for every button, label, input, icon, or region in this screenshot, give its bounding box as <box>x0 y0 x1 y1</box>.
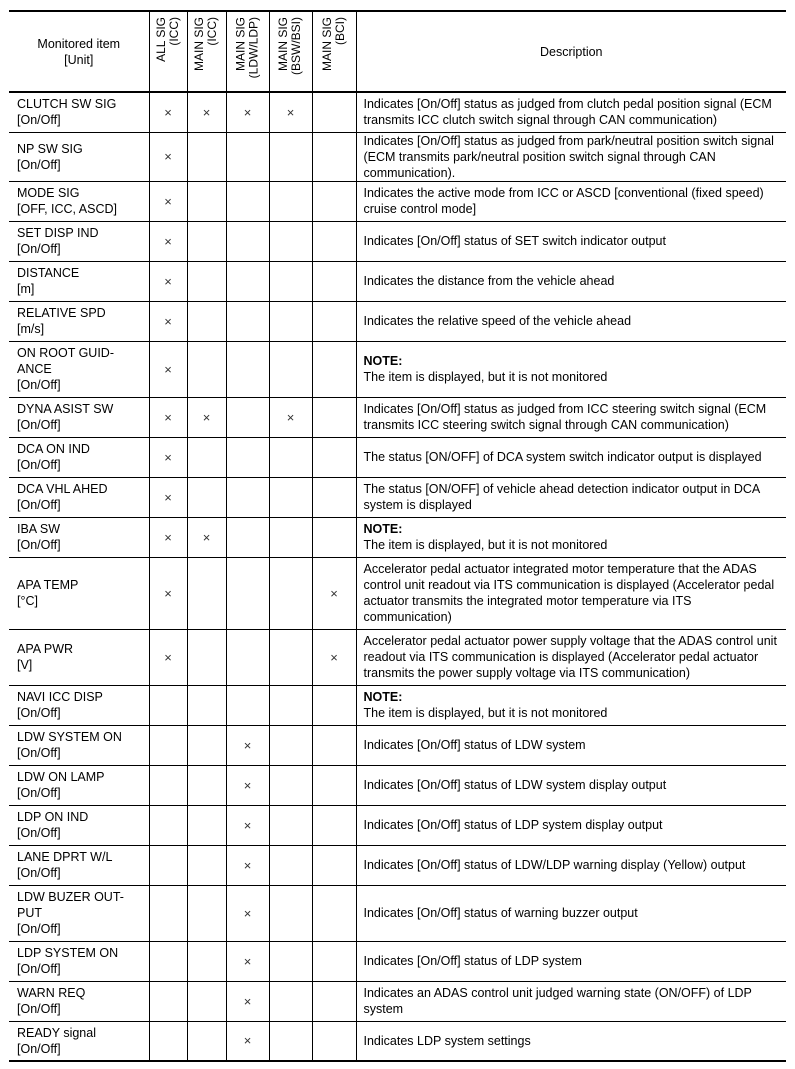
signal-cell <box>269 132 312 181</box>
monitored-item-cell: NP SW SIG [On/Off] <box>9 132 149 181</box>
table-row <box>9 981 786 1021</box>
signal-cell <box>149 941 187 981</box>
signal-cell <box>269 301 312 341</box>
applicable-mark: × <box>164 104 172 120</box>
signal-cell <box>312 517 356 557</box>
signal-cell <box>269 397 312 437</box>
monitored-item-cell: LDW SYSTEM ON [On/Off] <box>9 725 149 765</box>
description-cell <box>356 437 786 477</box>
signal-cell <box>149 557 187 629</box>
signal-cell <box>226 941 269 981</box>
signal-cell <box>226 765 269 805</box>
signal-cell <box>149 885 187 941</box>
signal-cell <box>269 685 312 725</box>
signal-cell <box>149 981 187 1021</box>
monitored-item-cell: RELATIVE SPD [m/s] <box>9 301 149 341</box>
signal-cell <box>187 725 226 765</box>
note-label: NOTE: <box>363 522 403 536</box>
description-cell <box>356 92 786 132</box>
applicable-mark: × <box>286 104 295 120</box>
monitored-item-cell: ON ROOT GUID- ANCE [On/Off] <box>9 341 149 397</box>
applicable-mark: × <box>243 737 252 753</box>
signal-cell <box>226 341 269 397</box>
signal-cell <box>226 629 269 685</box>
description-text: Indicates [On/Off] status of warning buzzer output <box>363 906 638 920</box>
applicable-mark: × <box>164 149 172 164</box>
applicable-mark: × <box>164 409 172 425</box>
table-row <box>9 477 786 517</box>
description-text: Indicates [On/Off] status of LDW/LDP warning display (Yellow) output <box>363 858 746 872</box>
signal-cell <box>312 132 356 181</box>
monitored-item-cell: DCA ON IND [On/Off] <box>9 437 149 477</box>
applicable-mark: × <box>164 529 172 545</box>
description-cell <box>356 805 786 845</box>
signal-cell <box>312 885 356 941</box>
table-row <box>9 261 786 301</box>
signal-cell <box>269 845 312 885</box>
signal-cell <box>149 397 187 437</box>
monitored-item-cell: LDW BUZER OUT- PUT [On/Off] <box>9 885 149 941</box>
signal-cell <box>226 181 269 221</box>
applicable-mark: × <box>286 409 295 425</box>
table-row <box>9 685 786 725</box>
signal-cell <box>226 132 269 181</box>
signal-cell <box>312 437 356 477</box>
signal-cell <box>187 92 226 132</box>
monitored-item-cell: LDW ON LAMP [On/Off] <box>9 765 149 805</box>
monitored-item-cell: WARN REQ [On/Off] <box>9 981 149 1021</box>
applicable-mark: × <box>202 104 211 120</box>
table-row <box>9 132 786 181</box>
signal-cell <box>187 941 226 981</box>
monitored-item-cell: APA PWR [V] <box>9 629 149 685</box>
applicable-mark: × <box>164 649 172 665</box>
applicable-mark: × <box>330 649 338 665</box>
signal-cell <box>269 517 312 557</box>
signal-cell <box>226 885 269 941</box>
signal-cell <box>226 805 269 845</box>
signal-cell <box>187 765 226 805</box>
table-row <box>9 885 786 941</box>
signal-cell <box>149 132 187 181</box>
table-row <box>9 181 786 221</box>
signal-cell <box>269 557 312 629</box>
applicable-mark: × <box>164 273 172 289</box>
table-row <box>9 437 786 477</box>
signal-cell <box>226 845 269 885</box>
applicable-mark: × <box>202 409 211 425</box>
description-text: Accelerator pedal actuator power supply voltage that the ADAS control unit readout via ITS communication is displayed (Accelerator pedal actuator transmits the power supply voltage via ITS communication) <box>363 634 777 680</box>
header-main-sig-icc <box>187 11 226 92</box>
description-text: Indicates [On/Off] status as judged from ICC steering switch signal (ECM transmits ICC steering switch signal through CAN communication) <box>363 402 767 432</box>
description-text: The item is displayed, but it is not monitored <box>363 706 608 720</box>
signal-cell <box>187 221 226 261</box>
signal-cell <box>269 181 312 221</box>
signal-cell <box>187 477 226 517</box>
signal-cell <box>269 341 312 397</box>
monitored-item-cell: SET DISP IND [On/Off] <box>9 221 149 261</box>
signal-cell <box>312 941 356 981</box>
monitored-item-cell: READY signal [On/Off] <box>9 1021 149 1061</box>
signal-cell <box>149 221 187 261</box>
description-text: Indicates [On/Off] status of LDP system display output <box>363 818 663 832</box>
description-text: The item is displayed, but it is not monitored <box>363 538 608 552</box>
description-cell <box>356 261 786 301</box>
signal-cell <box>226 685 269 725</box>
signal-cell <box>149 1021 187 1061</box>
description-text: Accelerator pedal actuator integrated motor temperature that the ADAS control unit readout via ITS communication is displayed (Accelerator pedal actuator transmits the integrated motor temperature via ITS communication) <box>363 562 775 624</box>
applicable-mark: × <box>243 817 252 833</box>
signal-cell <box>149 517 187 557</box>
signal-cell <box>226 517 269 557</box>
signal-cell <box>226 477 269 517</box>
signal-cell <box>226 397 269 437</box>
applicable-mark: × <box>164 313 172 329</box>
description-cell <box>356 845 786 885</box>
signal-cell <box>149 477 187 517</box>
description-cell <box>356 765 786 805</box>
signal-cell <box>149 341 187 397</box>
description-cell <box>356 181 786 221</box>
signal-cell <box>149 437 187 477</box>
applicable-mark: × <box>164 361 172 377</box>
description-text: Indicates the active mode from ICC or ASCD [conventional (fixed speed) cruise control mode] <box>363 186 764 216</box>
description-cell <box>356 981 786 1021</box>
signal-cell <box>312 845 356 885</box>
description-text: Indicates the relative speed of the vehicle ahead <box>363 314 632 328</box>
signal-cell <box>269 805 312 845</box>
applicable-mark: × <box>243 857 252 873</box>
header-main-sig-ldw-ldp <box>226 11 269 92</box>
description-text: Indicates [On/Off] status of LDW system <box>363 738 586 752</box>
applicable-mark: × <box>243 104 252 120</box>
header-row <box>9 11 786 92</box>
table-row <box>9 92 786 132</box>
signal-cell <box>187 629 226 685</box>
applicable-mark: × <box>164 449 172 465</box>
header-main-sig-bsw-bsi-label: MAIN SIG (BSW/BSI) <box>276 17 304 76</box>
description-cell <box>356 397 786 437</box>
table-row <box>9 301 786 341</box>
signal-cell <box>187 397 226 437</box>
signal-cell <box>312 557 356 629</box>
monitored-item-cell: DYNA ASIST SW [On/Off] <box>9 397 149 437</box>
signal-cell <box>149 181 187 221</box>
applicable-mark: × <box>202 529 211 545</box>
signal-cell <box>187 341 226 397</box>
signal-cell <box>149 92 187 132</box>
signal-cell <box>312 341 356 397</box>
applicable-mark: × <box>164 193 172 209</box>
note-label: NOTE: <box>363 690 403 704</box>
note-label: NOTE: <box>363 354 403 368</box>
applicable-mark: × <box>164 585 172 601</box>
monitored-item-cell: LDP SYSTEM ON [On/Off] <box>9 941 149 981</box>
applicable-mark: × <box>330 585 338 601</box>
signal-cell <box>226 437 269 477</box>
signal-cell <box>149 261 187 301</box>
signal-cell <box>269 629 312 685</box>
monitor-items-table <box>9 10 786 1062</box>
description-text: Indicates [On/Off] status of SET switch indicator output <box>363 234 666 248</box>
description-text: Indicates [On/Off] status of LDW system display output <box>363 778 667 792</box>
signal-cell <box>149 685 187 725</box>
description-text: Indicates an ADAS control unit judged warning state (ON/OFF) of LDP system <box>363 986 752 1016</box>
table-row <box>9 397 786 437</box>
description-text: The status [ON/OFF] of DCA system switch indicator output is displayed <box>363 450 762 464</box>
signal-cell <box>312 397 356 437</box>
signal-cell <box>187 845 226 885</box>
header-main-sig-bci-label: MAIN SIG (BCI) <box>320 17 347 72</box>
monitored-item-cell: DCA VHL AHED [On/Off] <box>9 477 149 517</box>
table-row <box>9 221 786 261</box>
table-row <box>9 765 786 805</box>
signal-cell <box>312 181 356 221</box>
signal-cell <box>149 845 187 885</box>
applicable-mark: × <box>243 777 252 793</box>
signal-cell <box>226 221 269 261</box>
description-cell <box>356 685 786 725</box>
monitored-item-cell: IBA SW [On/Off] <box>9 517 149 557</box>
header-monitored-item-label: Monitored item [Unit] <box>37 36 121 67</box>
signal-cell <box>149 765 187 805</box>
description-cell <box>356 1021 786 1061</box>
signal-cell <box>187 805 226 845</box>
table-row <box>9 725 786 765</box>
header-main-sig-bci <box>312 11 356 92</box>
table-row <box>9 941 786 981</box>
signal-cell <box>269 765 312 805</box>
signal-cell <box>187 981 226 1021</box>
monitored-item-cell: MODE SIG [OFF, ICC, ASCD] <box>9 181 149 221</box>
signal-cell <box>226 92 269 132</box>
signal-cell <box>269 1021 312 1061</box>
header-main-sig-icc-label: MAIN SIG (ICC) <box>192 17 220 72</box>
table-row <box>9 845 786 885</box>
signal-cell <box>269 92 312 132</box>
signal-cell <box>149 725 187 765</box>
monitored-item-cell: LANE DPRT W/L [On/Off] <box>9 845 149 885</box>
table-row <box>9 557 786 629</box>
signal-cell <box>269 261 312 301</box>
signal-cell <box>149 629 187 685</box>
description-text: Indicates [On/Off] status of LDP system <box>363 954 582 968</box>
description-cell <box>356 629 786 685</box>
header-description-label: Description <box>539 44 603 59</box>
description-cell <box>356 557 786 629</box>
description-cell <box>356 941 786 981</box>
description-cell <box>356 341 786 397</box>
description-text: Indicates [On/Off] status as judged from clutch pedal position signal (ECM transmits ICC clutch switch signal through CAN communication) <box>363 97 772 128</box>
description-cell <box>356 221 786 261</box>
signal-cell <box>187 885 226 941</box>
signal-cell <box>226 725 269 765</box>
description-text: The item is displayed, but it is not monitored <box>363 370 608 384</box>
description-cell <box>356 477 786 517</box>
signal-cell <box>187 132 226 181</box>
table-row <box>9 517 786 557</box>
description-cell <box>356 301 786 341</box>
signal-cell <box>312 92 356 132</box>
applicable-mark: × <box>164 233 172 249</box>
signal-cell <box>269 941 312 981</box>
signal-cell <box>226 557 269 629</box>
applicable-mark: × <box>243 1033 252 1049</box>
header-all-sig-icc <box>149 11 187 92</box>
signal-cell <box>269 981 312 1021</box>
signal-cell <box>269 885 312 941</box>
signal-cell <box>149 301 187 341</box>
header-main-sig-bsw-bsi <box>269 11 312 92</box>
monitored-item-cell: APA TEMP [°C] <box>9 557 149 629</box>
header-main-sig-ldw-ldp-label: MAIN SIG (LDW/LDP) <box>233 17 261 79</box>
applicable-mark: × <box>243 905 252 921</box>
description-cell <box>356 132 786 181</box>
signal-cell <box>312 477 356 517</box>
description-text: Indicates the distance from the vehicle ahead <box>363 274 615 288</box>
header-description <box>356 11 786 92</box>
signal-cell <box>187 685 226 725</box>
signal-cell <box>226 1021 269 1061</box>
description-cell <box>356 725 786 765</box>
table-row <box>9 341 786 397</box>
signal-cell <box>312 261 356 301</box>
signal-cell <box>312 629 356 685</box>
signal-cell <box>312 725 356 765</box>
signal-cell <box>226 301 269 341</box>
signal-cell <box>226 261 269 301</box>
table-row <box>9 805 786 845</box>
signal-cell <box>187 517 226 557</box>
applicable-mark: × <box>243 993 252 1009</box>
signal-cell <box>269 725 312 765</box>
signal-cell <box>312 1021 356 1061</box>
description-text: Indicates [On/Off] status as judged from park/neutral position switch signal (ECM transmits park/neutral position switch signal through CAN communication). <box>363 133 774 180</box>
monitored-item-cell: DISTANCE [m] <box>9 261 149 301</box>
signal-cell <box>149 805 187 845</box>
signal-cell <box>312 301 356 341</box>
monitored-item-cell: NAVI ICC DISP [On/Off] <box>9 685 149 725</box>
signal-cell <box>312 685 356 725</box>
signal-cell <box>312 221 356 261</box>
description-text: Indicates LDP system settings <box>363 1033 531 1048</box>
header-monitored-item <box>9 11 149 92</box>
signal-cell <box>269 477 312 517</box>
description-text: The status [ON/OFF] of vehicle ahead detection indicator output in DCA system is displayed <box>363 482 760 512</box>
table-row <box>9 629 786 685</box>
signal-cell <box>312 981 356 1021</box>
table-row <box>9 1021 786 1061</box>
description-cell <box>356 517 786 557</box>
signal-cell <box>187 181 226 221</box>
applicable-mark: × <box>164 489 172 505</box>
signal-cell <box>187 437 226 477</box>
signal-cell <box>312 765 356 805</box>
monitored-item-cell: CLUTCH SW SIG [On/Off] <box>9 92 149 132</box>
applicable-mark: × <box>243 953 252 969</box>
signal-cell <box>187 1021 226 1061</box>
description-cell <box>356 885 786 941</box>
signal-cell <box>187 557 226 629</box>
signal-cell <box>226 981 269 1021</box>
monitored-item-cell: LDP ON IND [On/Off] <box>9 805 149 845</box>
signal-cell <box>187 261 226 301</box>
header-all-sig-icc-label: ALL SIG (ICC) <box>154 17 181 62</box>
signal-cell <box>269 221 312 261</box>
signal-cell <box>312 805 356 845</box>
signal-cell <box>187 301 226 341</box>
signal-cell <box>269 437 312 477</box>
